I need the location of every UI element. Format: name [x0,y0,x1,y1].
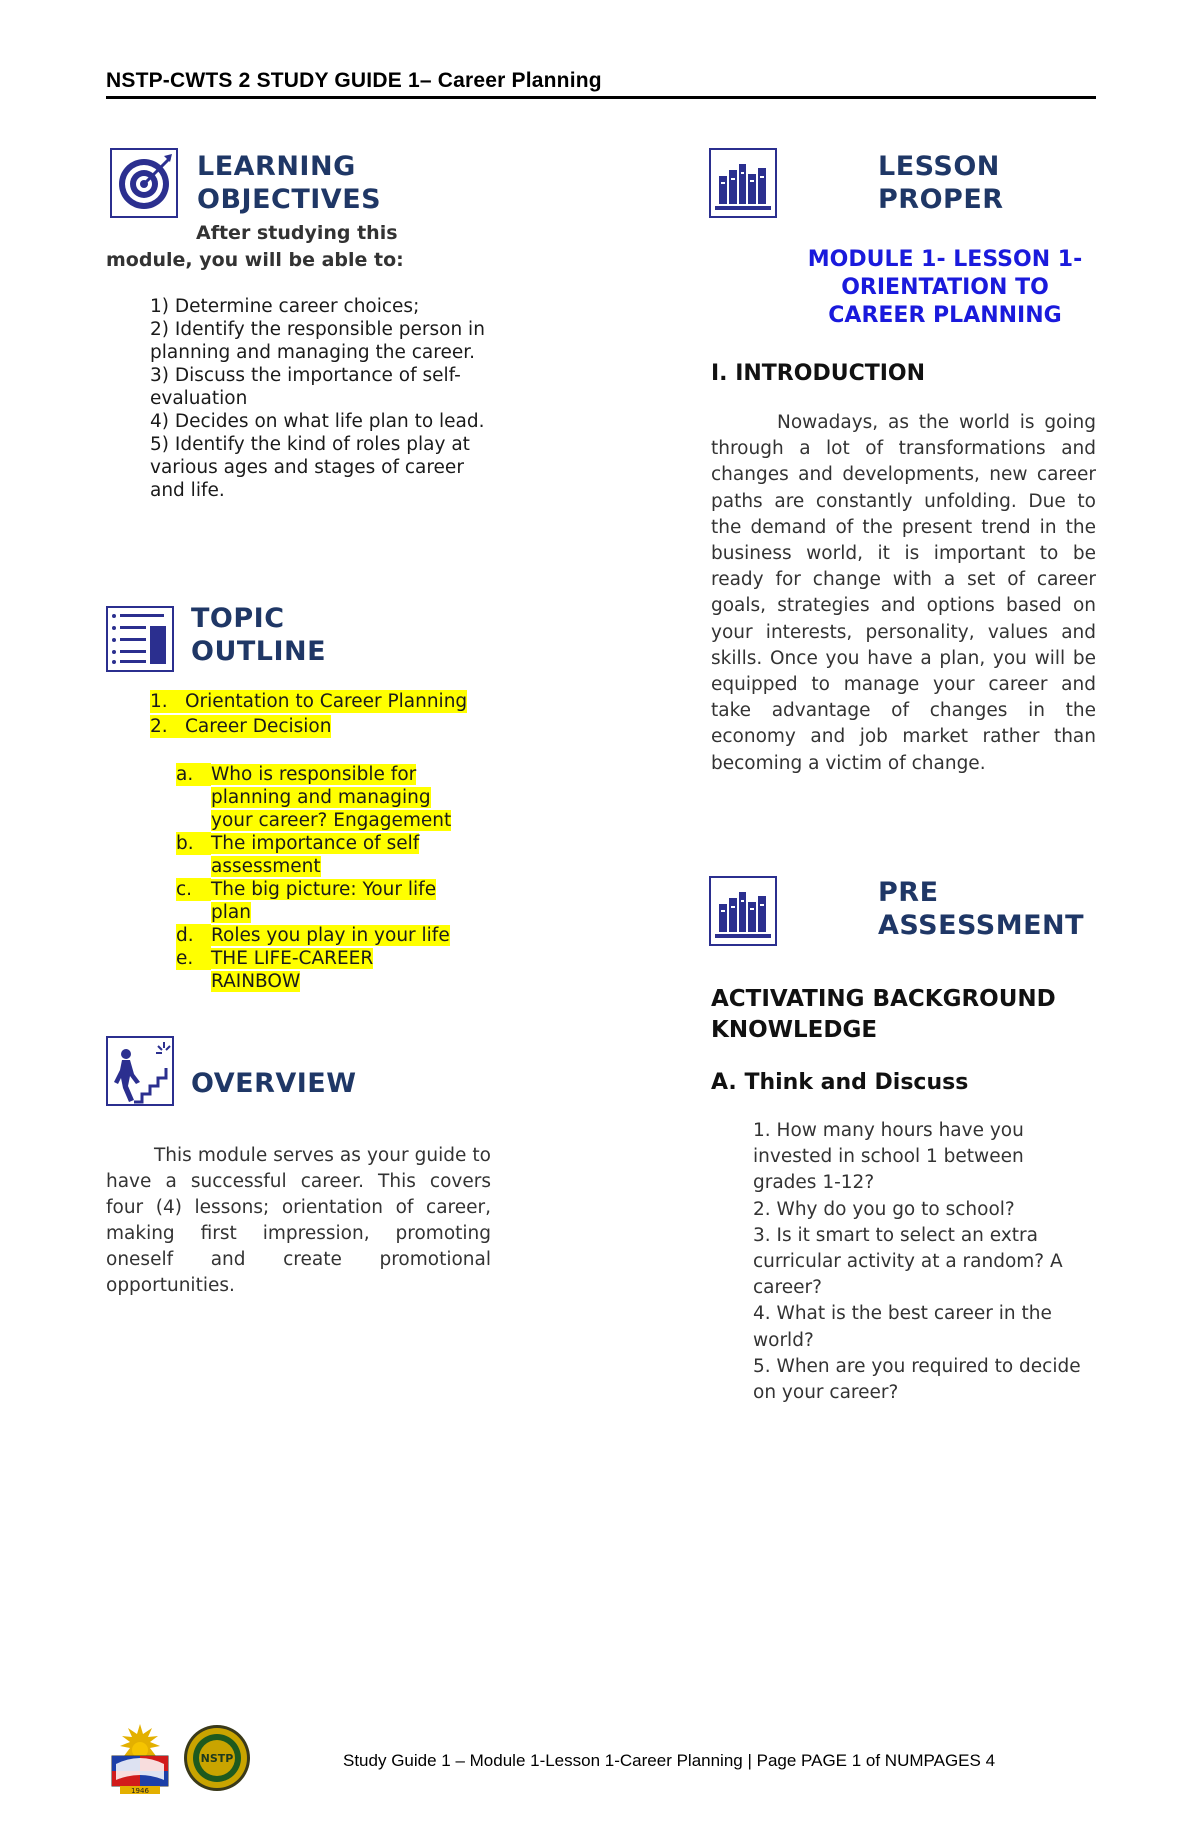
list-item: c. The big picture: Your life plan [176,879,437,923]
learning-objectives-title: LEARNING OBJECTIVES [197,151,382,215]
header-title: NSTP-CWTS 2 STUDY GUIDE 1– Career Planning [106,69,602,92]
list-item: e. THE LIFE-CAREER RAINBOW [176,948,374,992]
list-item: 2) Identify the responsible person in planning and managing the career. [150,319,485,363]
list-item: 3) Discuss the importance of self-evaluation [150,365,461,409]
list-item: 4. What is the best career in the world? [753,1303,1052,1351]
questions-list [753,1118,1083,1406]
list-item: 5) Identify the kind of roles play at various ages and stages of career and life. [150,434,470,501]
list-item: 2. Why do you go to school? [753,1198,1015,1220]
list-icon [106,606,174,672]
lesson-proper-title: LESSON PROPER [878,151,1004,215]
footer-text: Study Guide 1 – Module 1-Lesson 1-Career Planning | Page PAGE 1 of NUMPAGES 4 [343,1751,996,1770]
svg-text:1946: 1946 [131,1787,149,1795]
books-icon [709,876,777,946]
list-item: a. Who is responsible for planning and managing your career? Engagement [176,764,452,831]
introduction-heading: I. INTRODUCTION [711,361,926,386]
introduction-text: Nowadays, as the world is going through a lot of transformations and changes and developments, new career paths are constantly unfolding. Due to the demand of the present trend in the business world, it is important to be ready for change with a set of career goals, strategies and options based on your interests, personality, values and skills. Once you have a plan, you will be equipped to manage your career and take advantage of changes in the economy and job market rather than becoming a victim of change. [711,412,1096,774]
pre-assessment-title: PRE ASSESSMENT [878,877,1085,941]
objectives-intro-line2: module, you will be able to: [106,249,404,271]
think-discuss-heading: A. Think and Discuss [711,1070,969,1095]
topic-sub-list [176,763,486,993]
topic-outline-title: TOPIC OUTLINE [191,603,327,667]
deped-logo [106,1722,174,1796]
svg-text:NSTP: NSTP [200,1752,234,1765]
list-item: 1. How many hours have you invested in school 1 between grades 1-12? [753,1120,1024,1194]
list-item: 3. Is it smart to select an extra curricular activity at a random? A career? [753,1224,1063,1299]
list-item: b. The importance of self assessment [176,833,420,877]
header-rule [106,96,1096,99]
module-title: MODULE 1- LESSON 1- ORIENTATION TO CAREER PLANNING [807,247,1083,328]
objectives-list [150,295,495,502]
activating-heading: ACTIVATING BACKGROUND KNOWLEDGE [711,986,1056,1043]
list-item: d. Roles you play in your life [176,925,450,946]
nstp-logo [182,1722,252,1794]
list-item: 1) Determine career choices; [150,296,420,317]
list-item: 4) Decides on what life plan to lead. [150,411,485,432]
stairs-icon [106,1036,174,1106]
list-item: 1. Orientation to Career Planning [150,691,468,712]
list-item: 5. When are you required to decide on your career? [753,1355,1081,1404]
books-icon [709,148,777,218]
list-item: 2. Career Decision [150,716,332,737]
target-icon [110,148,178,218]
objectives-intro-line1: After studying this [196,222,398,244]
overview-title: OVERVIEW [191,1068,357,1099]
overview-text: This module serves as your guide to have a successful career. This covers four (4) lessons; orientation of career, making first impression, promoting oneself and create promotional opportunities. [106,1145,491,1296]
topic-main-list [150,690,495,738]
